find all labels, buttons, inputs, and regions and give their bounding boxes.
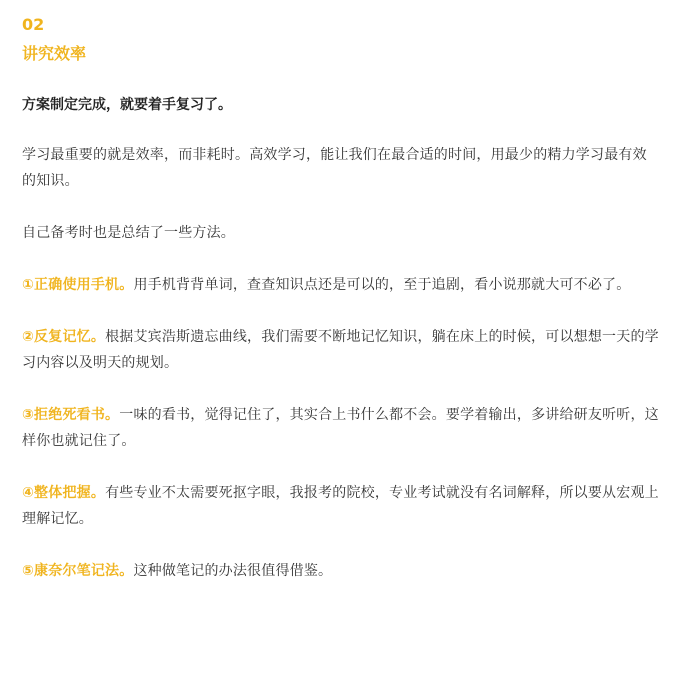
tip-item-overall-grasp (22, 480, 660, 532)
tip-text: 一味的看书，觉得记住了，其实合上书什么都不会。要学着输出，多讲给研友听听，这样你也就记住了。 (22, 407, 659, 449)
paragraph-methods-intro: 自己备考时也是总结了一些方法。 (22, 225, 235, 241)
tip-text: 用手机背背单词，查查知识点还是可以的，至于追剧，看小说那就大可不必了。 (133, 277, 631, 293)
tip-item-repeat-memory (22, 324, 660, 376)
tip-label: ③拒绝死看书。 (22, 407, 120, 423)
tip-item-phone (22, 272, 660, 298)
paragraph-efficiency: 学习最重要的就是效率，而非耗时。高效学习，能让我们在最合适的时间，用最少的精力学习最有效的知识。 (22, 147, 647, 189)
tip-label: ①正确使用手机。 (22, 277, 134, 293)
tip-text: 有些专业不太需要死抠字眼，我报考的院校，专业考试就没有名词解释，所以要从宏观上理解记忆。 (22, 485, 659, 527)
tip-label: ④整体把握。 (22, 485, 106, 501)
tip-text: 根据艾宾浩斯遗忘曲线，我们需要不断地记忆知识，躺在床上的时候，可以想想一天的学习内容以及明天的规划。 (22, 329, 659, 371)
tip-item-cornell-notes (22, 558, 660, 584)
lead-sentence: 方案制定完成，就要着手复习了。 (22, 97, 232, 113)
section-title: 讲究效率 (22, 44, 87, 63)
tip-label: ②反复记忆。 (22, 329, 106, 345)
tip-item-no-rote-reading (22, 402, 660, 454)
tip-label: ⑤康奈尔笔记法。 (22, 563, 134, 579)
section-number: 02 (22, 15, 45, 34)
tip-text: 这种做笔记的办法很值得借鉴。 (133, 563, 333, 579)
